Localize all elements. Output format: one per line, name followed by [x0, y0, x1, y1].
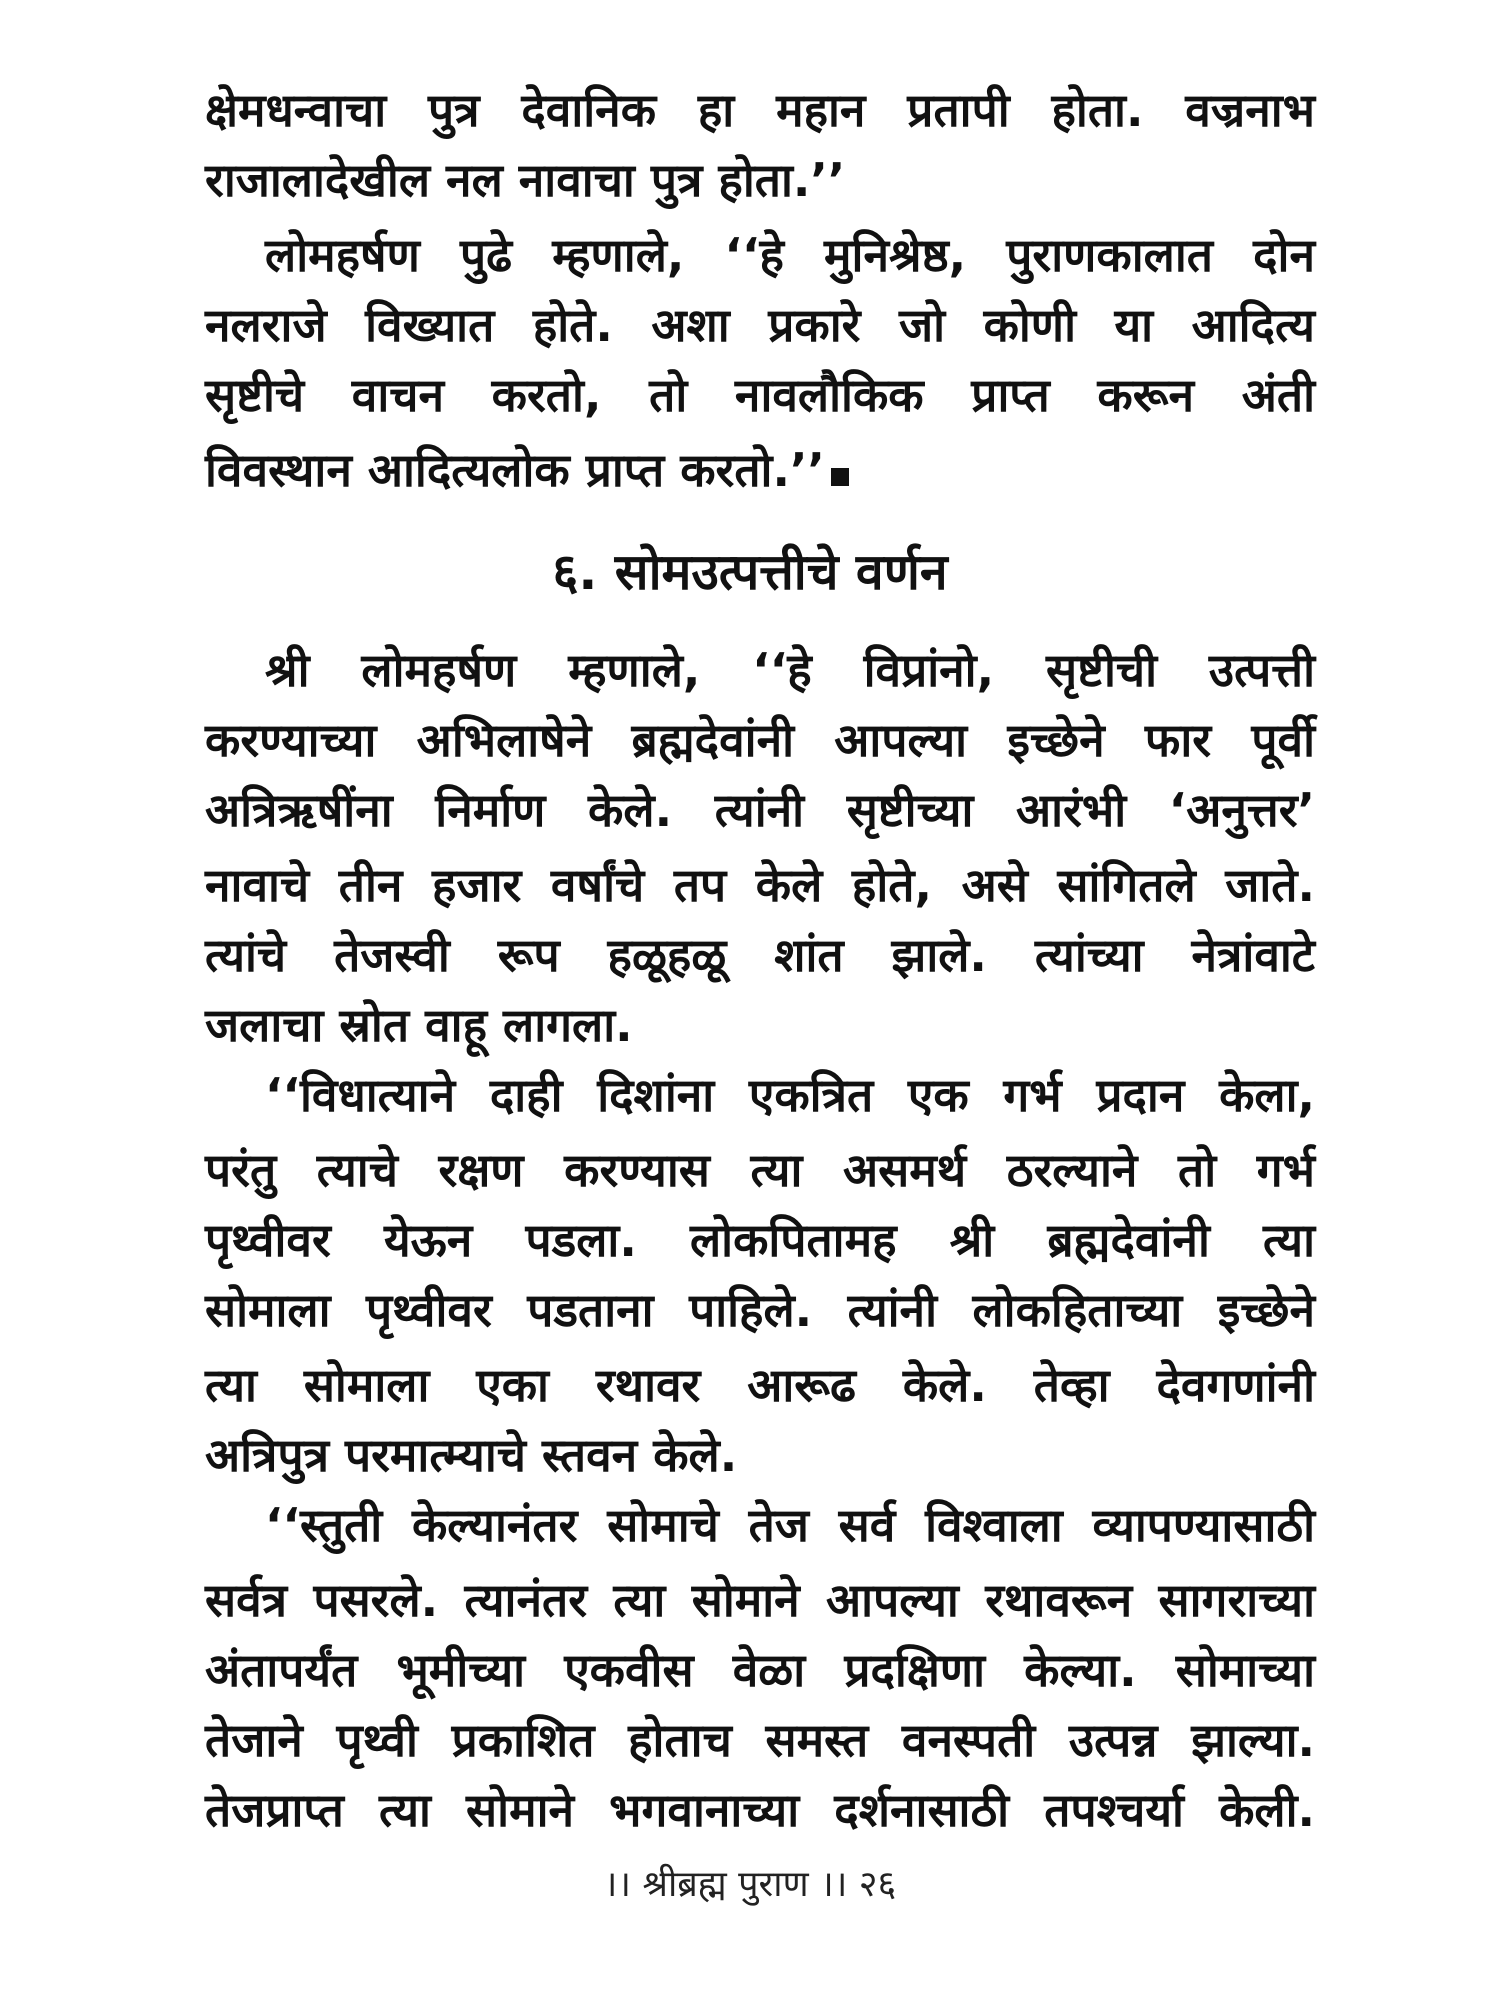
text-line: परंतु त्याचे रक्षण करण्यास त्या असमर्थ ठरल्याने तो गर्भ	[205, 1143, 1315, 1197]
text-line: पृथ्वीवर येऊन पडला. लोकपितामह श्री ब्रह्मदेवांनी त्या	[205, 1213, 1315, 1267]
text-line: ‘‘स्तुती केल्यानंतर सोमाचे तेज सर्व विश्वाला व्यापण्यासाठी	[265, 1498, 1315, 1552]
chapter-heading: ६. सोमउत्पत्तीचे वर्णन	[552, 543, 948, 601]
section-end-square-icon	[831, 468, 849, 486]
text-line: सोमाला पृथ्वीवर पडताना पाहिले. त्यांनी लोकहिताच्या इच्छेने	[205, 1283, 1315, 1337]
text-line: विवस्थान आदित्यलोक प्राप्त करतो.’’	[205, 443, 825, 497]
text-line: नावाचे तीन हजार वर्षांचे तप केले होते, असे सांगितले जाते.	[205, 858, 1315, 912]
text-line: तेजाने पृथ्वी प्रकाशित होताच समस्त वनस्पती उत्पन्न झाल्या.	[205, 1713, 1315, 1767]
text-line: त्या सोमाला एका रथावर आरूढ केले. तेव्हा देवगणांनी	[205, 1358, 1315, 1412]
text-line: नलराजे विख्यात होते. अशा प्रकारे जो कोणी या आदित्य	[205, 298, 1315, 352]
text-line: श्री लोमहर्षण म्हणाले, ‘‘हे विप्रांनो, सृष्टीची उत्पत्ती	[265, 643, 1315, 697]
page-footer: ।। श्रीब्रह्म पुराण ।। २६	[603, 1864, 897, 1905]
text-line: सृष्टीचे वाचन करतो, तो नावलौकिक प्राप्त करून अंती	[205, 368, 1315, 422]
text-line: करण्याच्या अभिलाषेने ब्रह्मदेवांनी आपल्या इच्छेने फार पूर्वी	[205, 713, 1315, 767]
text-line: अत्रिऋषींना निर्माण केले. त्यांनी सृष्टीच्या आरंभी ‘अनुत्तर’	[205, 783, 1315, 837]
text-line: सर्वत्र पसरले. त्यानंतर त्या सोमाने आपल्या रथावरून सागराच्या	[205, 1573, 1315, 1627]
text-line: राजालादेखील नल नावाचा पुत्र होता.’’	[205, 153, 846, 207]
text-line: क्षेमधन्वाचा पुत्र देवानिक हा महान प्रतापी होता. वज्रनाभ	[205, 83, 1315, 137]
text-line: लोमहर्षण पुढे म्हणाले, ‘‘हे मुनिश्रेष्ठ, पुराणकालात दोन	[265, 228, 1315, 282]
text-line: जलाचा स्रोत वाहू लागला.	[205, 998, 633, 1052]
text-line: अंतापर्यंत भूमीच्या एकवीस वेळा प्रदक्षिणा केल्या. सोमाच्या	[205, 1643, 1315, 1697]
text-line: त्यांचे तेजस्वी रूप हळूहळू शांत झाले. त्यांच्या नेत्रांवाटे	[205, 928, 1315, 982]
text-line: अत्रिपुत्र परमात्म्याचे स्तवन केले.	[205, 1428, 738, 1482]
text-line: ‘‘विधात्याने दाही दिशांना एकत्रित एक गर्भ प्रदान केला,	[265, 1068, 1315, 1122]
text-line: तेजप्राप्त त्या सोमाने भगवानाच्या दर्शनासाठी तपश्चर्या केली.	[205, 1783, 1315, 1837]
text-line-with-end-mark	[205, 440, 1315, 500]
